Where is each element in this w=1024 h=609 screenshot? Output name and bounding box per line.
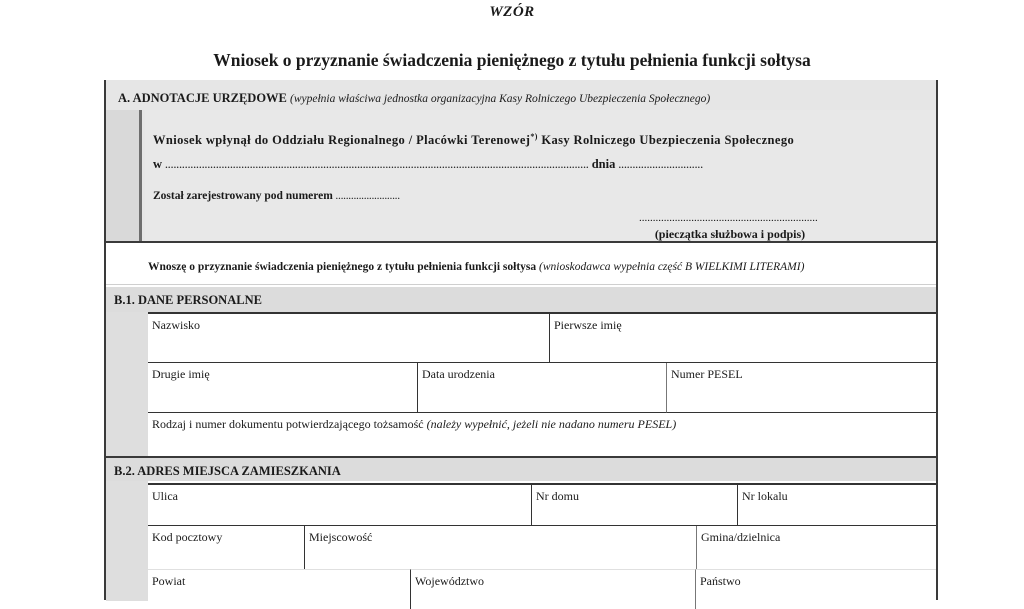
received-at-text: Wniosek wpłynął do Oddziału Regionalnego / Placówki Terenowej	[153, 133, 531, 148]
country-label: Państwo	[700, 574, 741, 588]
section-b2-grid	[148, 483, 936, 603]
statement-text	[148, 261, 804, 273]
id-document-label-text: Rodzaj i numer dokumentu potwierdzającego tożsamość	[152, 417, 424, 431]
commune-label: Gmina/dzielnica	[701, 530, 781, 544]
county-label: Powiat	[152, 574, 186, 588]
watermark-label: WZÓR	[489, 4, 535, 20]
id-document-label	[152, 417, 676, 432]
county-field[interactable]	[148, 569, 411, 609]
surname-field[interactable]	[148, 314, 550, 363]
section-a-title: A. ADNOTACJE URZĘDOWE	[118, 91, 287, 105]
location-date-line	[153, 157, 703, 172]
section-b2-sidebar	[106, 481, 148, 601]
section-a-heading	[118, 91, 710, 106]
second-name-label: Drugie imię	[152, 367, 210, 381]
section-a-sidebar	[106, 110, 142, 241]
house-number-field[interactable]	[532, 485, 738, 526]
birth-date-field[interactable]	[418, 363, 667, 413]
street-label: Ulica	[152, 489, 178, 503]
voivodeship-label: Województwo	[415, 574, 485, 588]
section-b1-grid	[148, 312, 936, 456]
section-b1-header	[106, 287, 936, 312]
document-title: Wniosek o przyznanie świadczenia pieniężnego z tytułu pełnienia funkcji sołtysa	[213, 50, 811, 70]
section-a-body	[145, 110, 936, 241]
registration-line	[153, 190, 400, 202]
location-prefix: w	[153, 157, 163, 171]
section-b1-sidebar	[106, 312, 148, 456]
apartment-number-label: Nr lokalu	[742, 489, 788, 503]
stamp-signature-field[interactable]: .................................................................	[639, 212, 818, 224]
pesel-field[interactable]	[667, 363, 936, 413]
application-statement	[106, 243, 936, 285]
id-document-field[interactable]	[148, 413, 936, 458]
location-field[interactable]: ......................................................................................................................................................	[162, 157, 589, 171]
received-at-text-end: Kasy Rolniczego Ubezpieczenia Społecznego	[537, 133, 795, 148]
street-field[interactable]	[148, 485, 532, 526]
surname-label: Nazwisko	[152, 318, 200, 332]
birth-date-label: Data urodzenia	[422, 367, 495, 381]
registration-number-field[interactable]: .........................	[332, 190, 400, 202]
date-label: dnia	[588, 157, 616, 171]
section-b2-title: B.2. ADRES MIEJSCA ZAMIESZKANIA	[114, 464, 341, 478]
voivodeship-field[interactable]	[411, 569, 696, 609]
first-name-field[interactable]	[550, 314, 936, 363]
application-form	[104, 80, 938, 600]
country-field[interactable]	[696, 569, 936, 609]
section-a-official-annotations	[106, 80, 936, 243]
commune-field[interactable]	[697, 526, 936, 569]
postal-code-label: Kod pocztowy	[152, 530, 223, 544]
house-number-label: Nr domu	[536, 489, 579, 503]
city-field[interactable]	[305, 526, 697, 569]
date-field[interactable]: ..............................	[615, 157, 703, 171]
section-b1-title: B.1. DANE PERSONALNE	[114, 293, 262, 307]
pesel-label: Numer PESEL	[671, 367, 743, 381]
footnote-marker: *)	[530, 132, 538, 141]
statement-main: Wnoszę o przyznanie świadczenia pieniężnego z tytułu pełnienia funkcji sołtysa	[148, 261, 537, 273]
stamp-signature-label: (pieczątka służbowa i podpis)	[654, 227, 806, 241]
section-a-note: (wypełnia właściwa jednostka organizacyjna Kasy Rolniczego Ubezpieczenia Społecznego)	[290, 93, 711, 105]
registration-label: Został zarejestrowany pod numerem	[153, 190, 333, 202]
first-name-label: Pierwsze imię	[554, 318, 622, 332]
section-b2-header	[106, 456, 936, 481]
apartment-number-field[interactable]	[738, 485, 936, 526]
statement-note: (wnioskodawca wypełnia część B WIELKIMI LITERAMI)	[539, 261, 805, 273]
postal-code-field[interactable]	[148, 526, 305, 569]
received-at-line	[153, 132, 794, 148]
second-name-field[interactable]	[148, 363, 418, 413]
city-label: Miejscowość	[309, 530, 373, 544]
id-document-note: (należy wypełnić, jeżeli nie nadano numeru PESEL)	[426, 417, 677, 431]
